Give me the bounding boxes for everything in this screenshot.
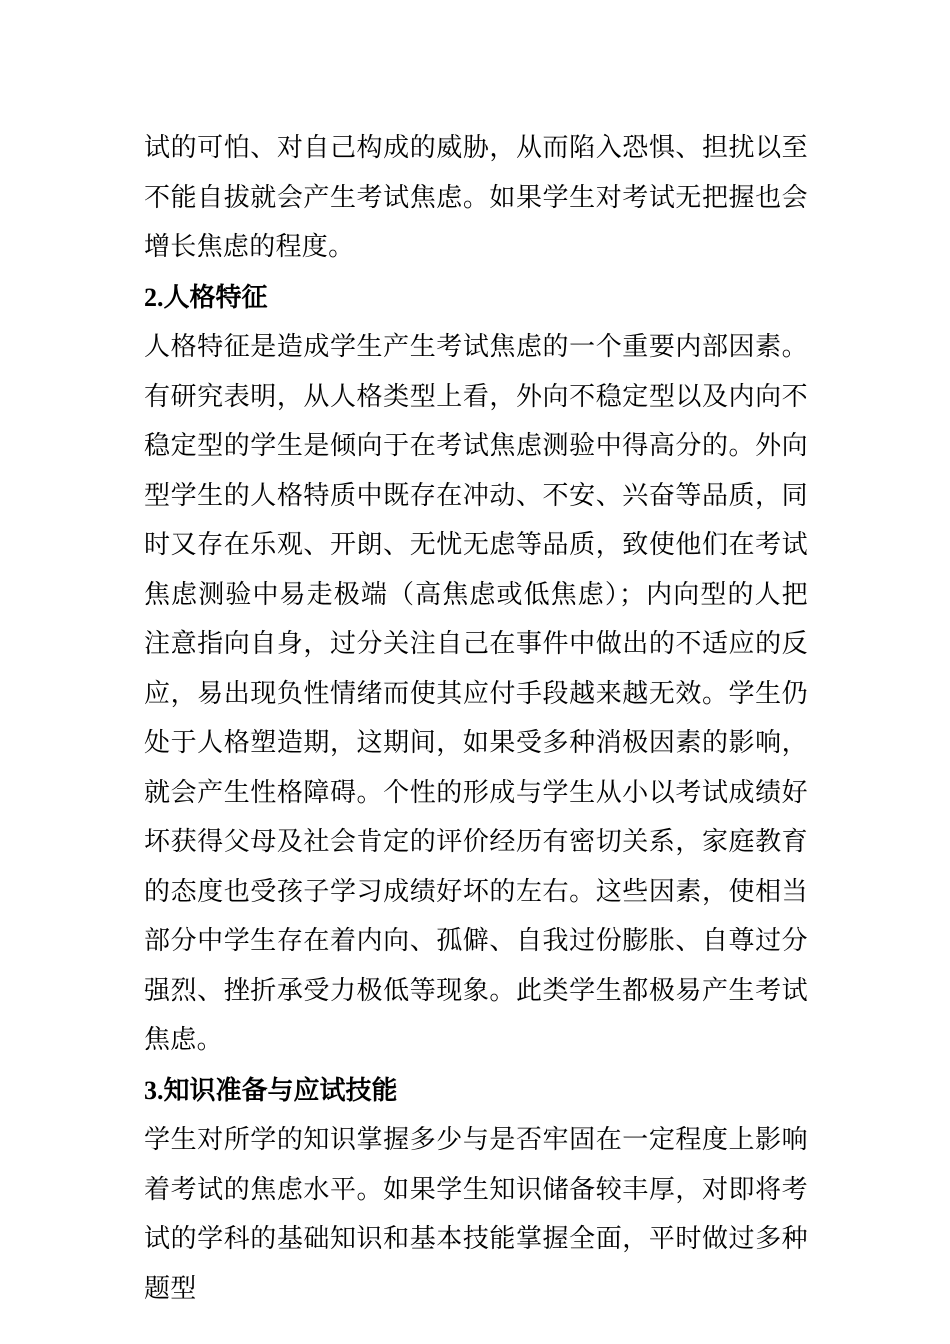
section-heading-knowledge (144, 1066, 808, 1117)
paragraph-intro-continuation: 试的可怕、对自己构成的威胁，从而陷入恐惧、担扰以至不能自拔就会产生考试焦虑。如果学生对考试无把握也会增长焦虑的程度。 (144, 133, 808, 262)
paragraph-personality: 人格特征是造成学生产生考试焦虑的一个重要内部因素。有研究表明，从人格类型上看，外向不稳定型以及内向不稳定型的学生是倾向于在考试焦虑测验中得高分的。外向型学生的人格特质中既存在冲动、不安、兴奋等品质，同时又存在乐观、开朗、无忧无虑等品质，致使他们在考试焦虑测验中易走极端（高焦虑或低焦虑）；内向型的人把注意指向自身，过分关注自己在事件中做出的不适应的反应，易出现负性情绪而使其应付手段越来越无效。学生仍处于人格塑造期，这期间，如果受多种消极因素的影响，就会产生性格障碍。个性的形成与学生从小以考试成绩好坏获得父母及社会肯定的评价经历有密切关系，家庭教育的态度也受孩子学习成绩好坏的左右。这些因素，使相当部分中学生存在着内向、孤僻、自我过份膨胀、自尊过分强烈、挫折承受力极低等现象。此类学生都极易产生考试焦虑。 (144, 332, 808, 1055)
section-number: 3. (144, 1075, 164, 1105)
section-heading-personality (144, 273, 808, 324)
document-page (144, 124, 808, 1314)
section-title: 知识准备与应试技能 (163, 1075, 398, 1106)
paragraph-knowledge: 学生对所学的知识掌握多少与是否牢固在一定程度上影响着考试的焦虑水平。如果学生知识储备较丰厚，对即将考试的学科的基础知识和基本技能掌握全面，平时做过多种题型 (144, 1125, 808, 1304)
section-number: 2. (144, 282, 164, 312)
section-title: 人格特征 (163, 282, 268, 313)
